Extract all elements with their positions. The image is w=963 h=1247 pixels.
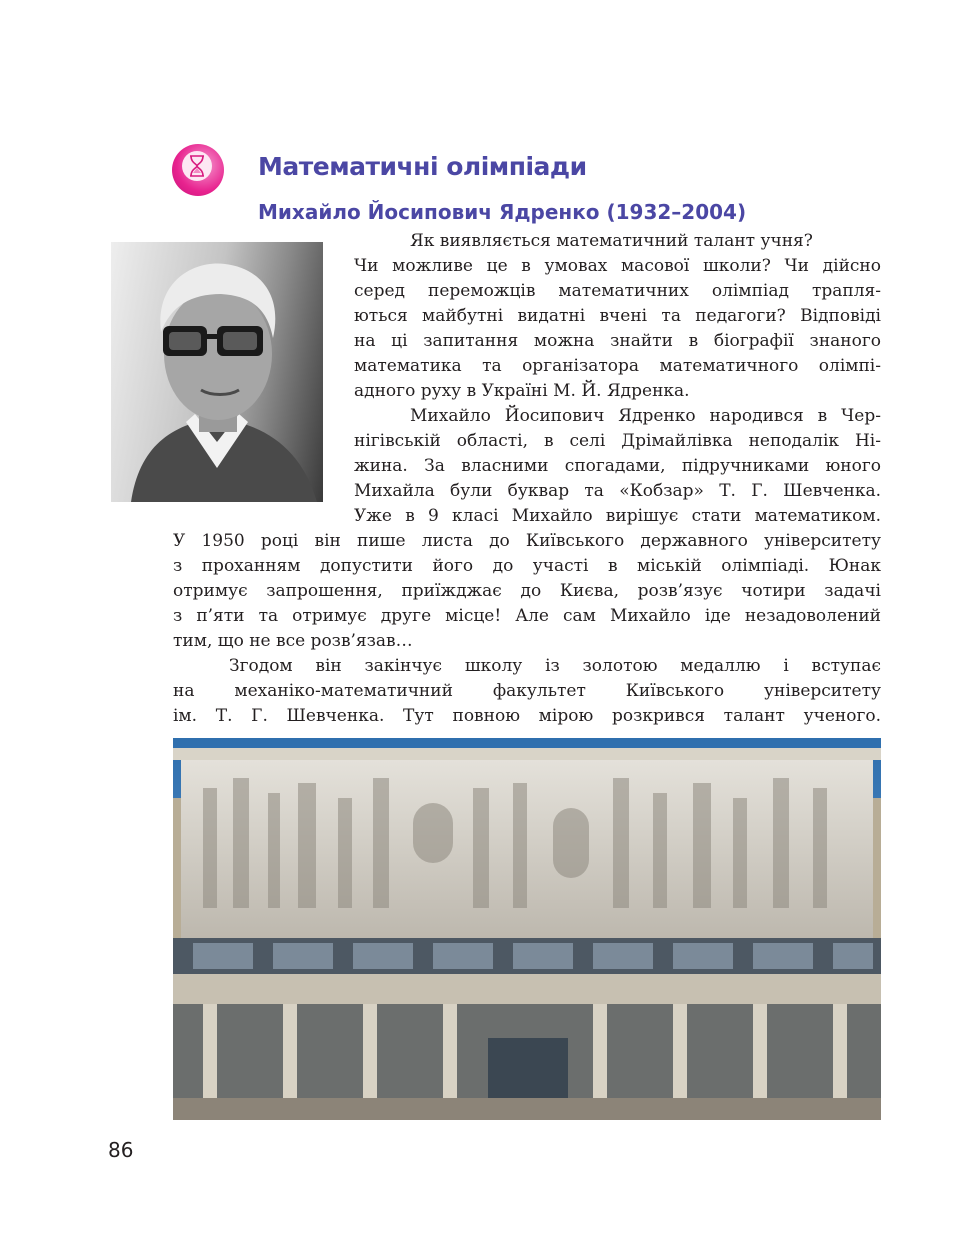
body-line: математика та організатора математичного олімпі- (354, 356, 881, 376)
body-line: Згодом він закінчує школу із золотою медаллю і вступає (229, 656, 881, 676)
body-line: на механіко-математичний факультет Київського університету (173, 681, 881, 701)
portrait-photo (111, 242, 323, 502)
body-line: адного руху в Україні М. Й. Ядренка. (354, 381, 690, 401)
university-building-photo (173, 738, 881, 1120)
body-line: з п’яти та отримує друге місце! Але сам Михайло іде незадоволений (173, 606, 881, 626)
body-line: У 1950 році він пише листа до Київського державного університету (173, 531, 881, 551)
body-line: тим, що не все розв’язав… (173, 631, 413, 651)
body-line: на ці запитання можна знайти в біографії знаного (354, 331, 881, 351)
body-line: отримує запрошення, приїжджає до Києва, розв’язує чотири задачі (173, 581, 881, 601)
body-line: серед переможців математичних олімпіад трапля- (354, 281, 881, 301)
biography-title: Михайло Йосипович Ядренко (1932–2004) (258, 200, 747, 224)
body-line: Уже в 9 класі Михайло вирішує стати математиком. (354, 506, 881, 526)
body-line: Чи можливе це в умовах масової школи? Чи дійсно (354, 256, 881, 276)
section-title: Математичні олімпіади (258, 152, 587, 181)
body-line: Михайло Йосипович Ядренко народився в Чер- (410, 406, 881, 426)
body-line: жина. За власними спогадами, підручниками юного (354, 456, 881, 476)
body-line: з проханням допустити його до участі в міській олімпіаді. Юнак (173, 556, 881, 576)
page-number: 86 (108, 1138, 134, 1162)
body-line: нігівській області, в селі Дрімайлівка неподалік Ні- (354, 431, 881, 451)
body-line: ються майбутні видатні вчені та педагоги? Відповіді (354, 306, 881, 326)
body-line: Як виявляється математичний талант учня? (410, 231, 813, 251)
section-badge (172, 144, 224, 196)
body-line: ім. Т. Г. Шевченка. Тут повною мірою розкрився талант ученого. (173, 706, 881, 726)
body-line: Михайла були буквар та «Кобзар» Т. Г. Шевченка. (354, 481, 881, 501)
hourglass-icon (182, 151, 212, 181)
